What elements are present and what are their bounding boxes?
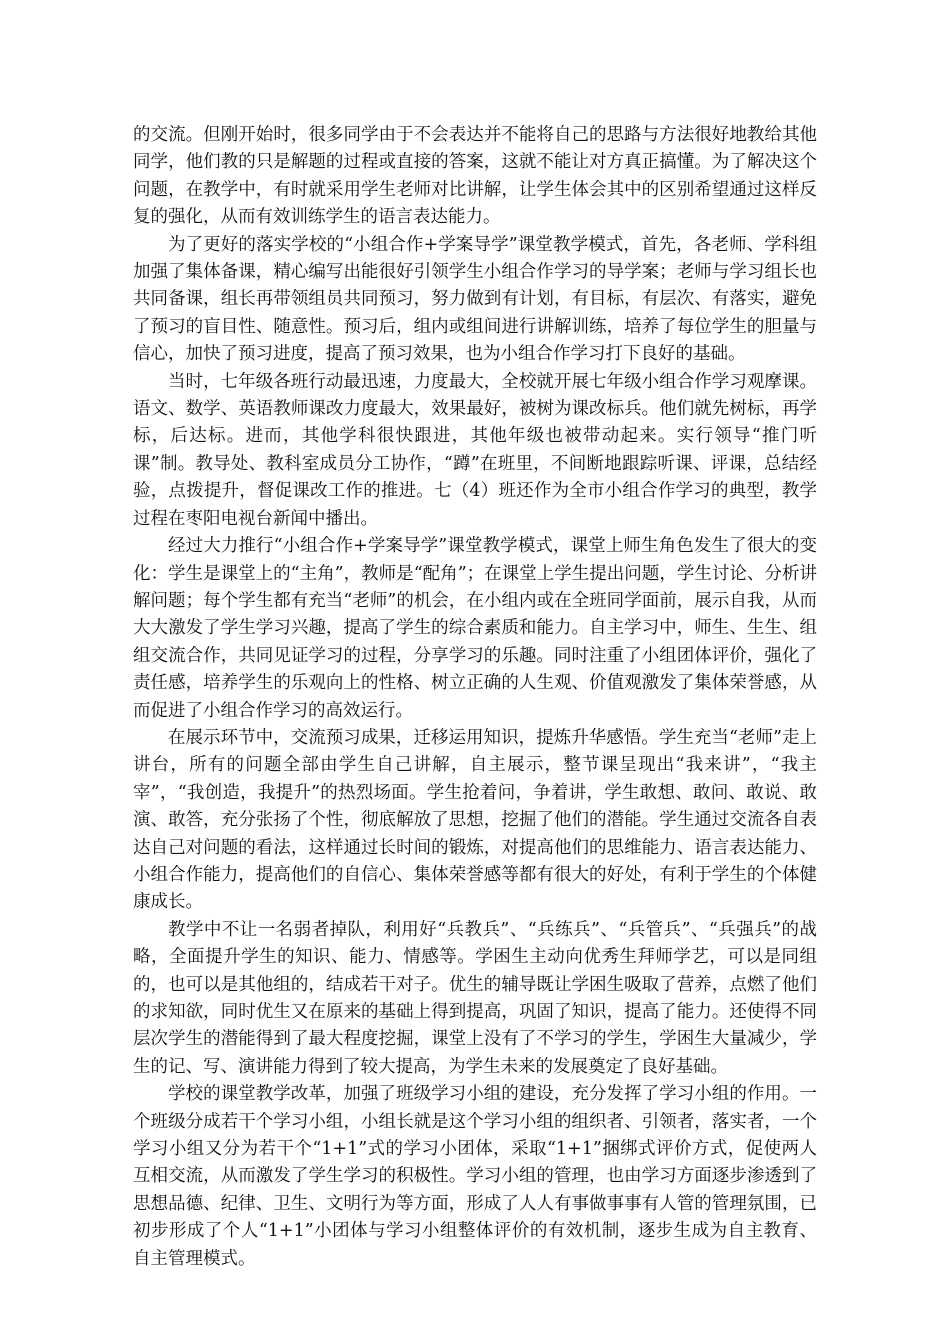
paragraph-group-management: 学校的课堂教学改革，加强了班级学习小组的建设，充分发挥了学习小组的作用。一个班级分成若干个学习小组，小组长就是这个学习小组的组织者、引领者，落实者，一个学习小组又分为若干个“1+1”式的学习小团体，采取“1+1”捆绑式评价方式，促使两人互相交流，从而激发了学生学习的积极性。学习小组的管理，也由学习方面逐步渗透到了思想品德、纪律、卫生、文明行为等方面，形成了人人有事做事事有人管的管理氛围，已初步形成了个人“1+1”小团体与学习小组整体评价的有效机制，逐步生成为自主教育、自主管理模式。 bbox=[133, 1084, 817, 1269]
paragraph-prep-lesson-planning: 为了更好的落实学校的“小组合作+学案导学”课堂教学模式，首先，各老师、学科组加强了集体备课，精心编写出能很好引领学生小组合作学习的导学案；老师与学习组长也共同备课，组长再带领组员共同预习，努力做到有计划，有目标，有层次、有落实，避免了预习的盲目性、随意性。预习后，组内或组间进行讲解训练，培养了每位学生的胆量与信心，加快了预习进度，提高了预习效果，也为小组合作学习打下良好的基础。 bbox=[133, 234, 817, 365]
paragraph-peer-tutoring: 教学中不让一名弱者掉队，利用好“兵教兵”、“兵练兵”、“兵管兵”、“兵强兵”的战略，全面提升学生的知识、能力、情感等。学困生主动向优秀生拜师学艺，可以是同组的，也可以是其他组的，结成若干对子。优生的辅导既让学困生吸取了营养，点燃了他们的求知欲，同时优生又在原来的基础上得到提高，巩固了知识，提高了能力。还使得不同层次学生的潜能得到了最大程度挖掘，课堂上没有了不学习的学生，学困生大量减少，学生的记、写、演讲能力得到了较大提高，为学生未来的发展奠定了良好基础。 bbox=[133, 919, 817, 1077]
paragraph-role-change: 经过大力推行“小组合作+学案导学”课堂教学模式，课堂上师生角色发生了很大的变化：学生是课堂上的“主角”，教师是“配角”；在课堂上学生提出问题，学生讨论、分析讲解问题；每个学生都有充当“老师”的机会，在小组内或在全班同学面前，展示自我，从而大大激发了学生学习兴趣，提高了学生的综合素质和能力。自主学习中，师生、生生、组组交流合作，共同见证学习的过程，分享学习的乐趣。同时注重了小组团体评价，强化了责任感，培养学生的乐观向上的性格、树立正确的人生观、价值观激发了集体荣誉感，从而促进了小组合作学习的高效运行。 bbox=[133, 536, 817, 721]
document-body bbox=[133, 122, 817, 1273]
paragraph-presentation: 在展示环节中，交流预习成果，迁移运用知识，提炼升华感悟。学生充当“老师”走上讲台，所有的问题全部由学生自己讲解，自主展示，整节课呈现出“我来讲”，“我主宰”，“我创造，我提升”的热烈场面。学生抢着问，争着讲，学生敢想、敢问、敢说、敢演、敢答，充分张扬了个性，彻底解放了思想，挖掘了他们的潜能。学生通过交流各自表达自己对问题的看法，这样通过长时间的锻炼，对提高他们的思维能力、语言表达能力、小组合作能力，提高他们的自信心、集体荣誉感等都有很大的好处，有利于学生的个体健康成长。 bbox=[133, 727, 817, 913]
paragraph-grade-seven-pilot: 当时，七年级各班行动最迅速，力度最大，全校就开展七年级小组合作学习观摩课。语文、数学、英语教师课改力度最大，效果最好，被树为课改标兵。他们就先树标，再学标，后达标。进而，其他学科很快跟进，其他年级也被带动起来。实行领导“推门听课”制。教导处、教科室成员分工协作，“蹲”在班里，不间断地跟踪听课、评课，总结经验，点拨提升，督促课改工作的推进。七（4）班还作为全市小组合作学习的典型，教学过程在枣阳电视台新闻中播出。 bbox=[133, 371, 817, 529]
paragraph-continuation: 的交流。但刚开始时，很多同学由于不会表达并不能将自己的思路与方法很好地教给其他同学，他们教的只是解题的过程或直接的答案，这就不能让对方真正搞懂。为了解决这个问题，在教学中，有时就采用学生老师对比讲解，让学生体会其中的区别希望通过这样反复的强化，从而有效训练学生的语言表达能力。 bbox=[133, 125, 817, 228]
